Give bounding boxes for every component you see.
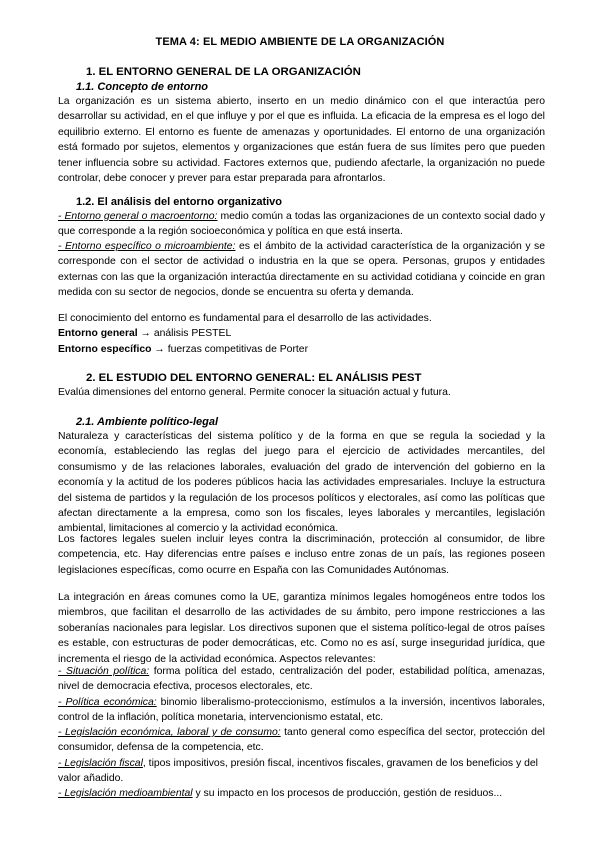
relevant-aspect-term: - Situación política: bbox=[58, 666, 150, 677]
subsection-2-1-heading: 2.1. Ambiente político-legal bbox=[76, 416, 219, 428]
subsection-1-1-text: La organización es un sistema abierto, inserto en un medio dinámico con el que interactúa pero desarrollar su actividad, en el que influye y por el que es influida. La eficacia de la empresa es el logo del equilibrio externo. El entorno es fuente de amenazas y oportunidades. El entorno de una organización está formado por sujetos, elementos y organizaciones que están fuera de sus límites pero que pueden tener influencia sobre su actividad. Factores externos que, pudiendo afectarle, la organización no puede controlar, debe conocer y prever para estar preparada para afrontarlos. bbox=[58, 96, 545, 185]
relevant-aspect-term: - Legislación fiscal bbox=[58, 758, 143, 769]
relevant-aspect-item bbox=[58, 695, 545, 726]
political-legal-paragraph-2: Los factores legales suelen incluir leyes contra la discriminación, protección al consumidor, de libre competencia, etc. Hay diferencias entre países e incluso entre zonas de un país, las regiones poseen legislaciones específicas, como ocurre en España con las Comunidades Autónomas. bbox=[58, 534, 545, 576]
specific-environment-definition bbox=[58, 239, 545, 301]
relevant-aspect-item bbox=[58, 664, 545, 695]
relevant-aspect-text: forma política del estado, centralización del poder, estabilidad política, amenazas, nivel de democracia efectiva, procesos electorales, etc. bbox=[58, 666, 545, 693]
document-title: TEMA 4: EL MEDIO AMBIENTE DE LA ORGANIZACIÓN bbox=[155, 36, 445, 48]
subsection-1-2-heading: 1.2. El análisis del entorno organizativo bbox=[76, 196, 282, 208]
specific-environment-porter bbox=[58, 344, 308, 355]
specific-environment-analysis: → fuerzas competitivas de Porter bbox=[151, 344, 309, 355]
relevant-aspect-item bbox=[58, 756, 545, 787]
specific-environment-label: Entorno específico bbox=[58, 344, 152, 355]
general-environment-label: Entorno general bbox=[58, 328, 138, 339]
specific-environment-text: es el ámbito de la actividad característica de la organización y se corresponde con el sector de actividad o industria en la que se opera. Personas, grupos y entidades externas con las que la organización interactúa directamente en su actividad cotidiana y coincide en gran medida con su sector de negocios, donde se encuentra su oferta y demanda. bbox=[58, 241, 545, 299]
section-1-heading: 1. EL ENTORNO GENERAL DE LA ORGANIZACIÓN bbox=[86, 66, 361, 78]
relevant-aspect-text: , tipos impositivos, presión fiscal, incentivos fiscales, gravamen de los beneficios y del valor añadido. bbox=[58, 758, 538, 785]
general-environment-text: medio común a todas las organizaciones de un contexto social dado y que corresponde a la región socioeconómica y política en que está inserta. bbox=[58, 211, 545, 238]
general-environment-analysis: → análisis PESTEL bbox=[137, 328, 232, 339]
political-legal-paragraph-3: La integración en áreas comunes como la UE, garantiza mínimos legales homogéneos entre todos los miembros, que facilitan el desarrollo de las actividades de su ámbito, pero impone restricciones a las soberanías nacionales para legislar. Los directivos suponen que el sistema político-legal de otros países es estable, con estructuras de poder democráticas, etc. Como no es así, surge inseguridad jurídica, que incrementa el riesgo de la actividad económica. Aspectos relevantes: bbox=[58, 592, 545, 665]
relevant-aspect-text: binomio liberalismo-proteccionismo, estímulos a la inversión, incentivos laborales, control de la inflación, política monetaria, intervencionismo estatal, etc. bbox=[58, 697, 545, 724]
relevant-aspect-text: y su impacto en los procesos de producción, gestión de residuos... bbox=[192, 788, 503, 799]
general-environment-pestel bbox=[58, 328, 231, 339]
political-legal-paragraph-1: Naturaleza y características del sistema político y de la forma en que se regula la sociedad y la economía, estableciendo las reglas del juego para el ejercicio de actividades mercantiles, del consumismo y de las relaciones laborales, evaluación del grado de intervención del gobierno en la economía y la actitud de los poderes públicos hacia las actividades empresariales. Incluye la estructura del sistema de partidos y la regulación de los procesos políticos y electorales, así como las políticas que afectan directamente a la empresa, como son los fiscales, leyes laborales y mercantiles, legislación ambiental, limitaciones al comercio y la actividad económica. bbox=[58, 431, 545, 535]
general-environment-term: - Entorno general o macroentorno: bbox=[58, 211, 218, 222]
environment-knowledge-text: El conocimiento del entorno es fundamental para el desarrollo de las actividades. bbox=[58, 313, 432, 324]
relevant-aspect-term: - Política económica: bbox=[58, 697, 157, 708]
relevant-aspect-item bbox=[58, 725, 545, 756]
relevant-aspect-term: - Legislación económica, laboral y de consumo: bbox=[58, 727, 281, 738]
specific-environment-term: - Entorno específico o microambiente: bbox=[58, 241, 236, 252]
relevant-aspect-item bbox=[58, 786, 545, 801]
relevant-aspect-text: tanto general como específica del sector, protección del consumidor, defensa de la competencia, etc. bbox=[58, 727, 545, 754]
subsection-1-1-heading: 1.1. Concepto de entorno bbox=[76, 81, 209, 93]
section-2-intro: Evalúa dimensiones del entorno general. Permite conocer la situación actual y futura. bbox=[58, 387, 451, 398]
section-2-heading: 2. EL ESTUDIO DEL ENTORNO GENERAL: EL ANÁLISIS PEST bbox=[86, 372, 422, 384]
relevant-aspect-term: - Legislación medioambiental bbox=[58, 788, 193, 799]
general-environment-definition bbox=[58, 209, 545, 240]
